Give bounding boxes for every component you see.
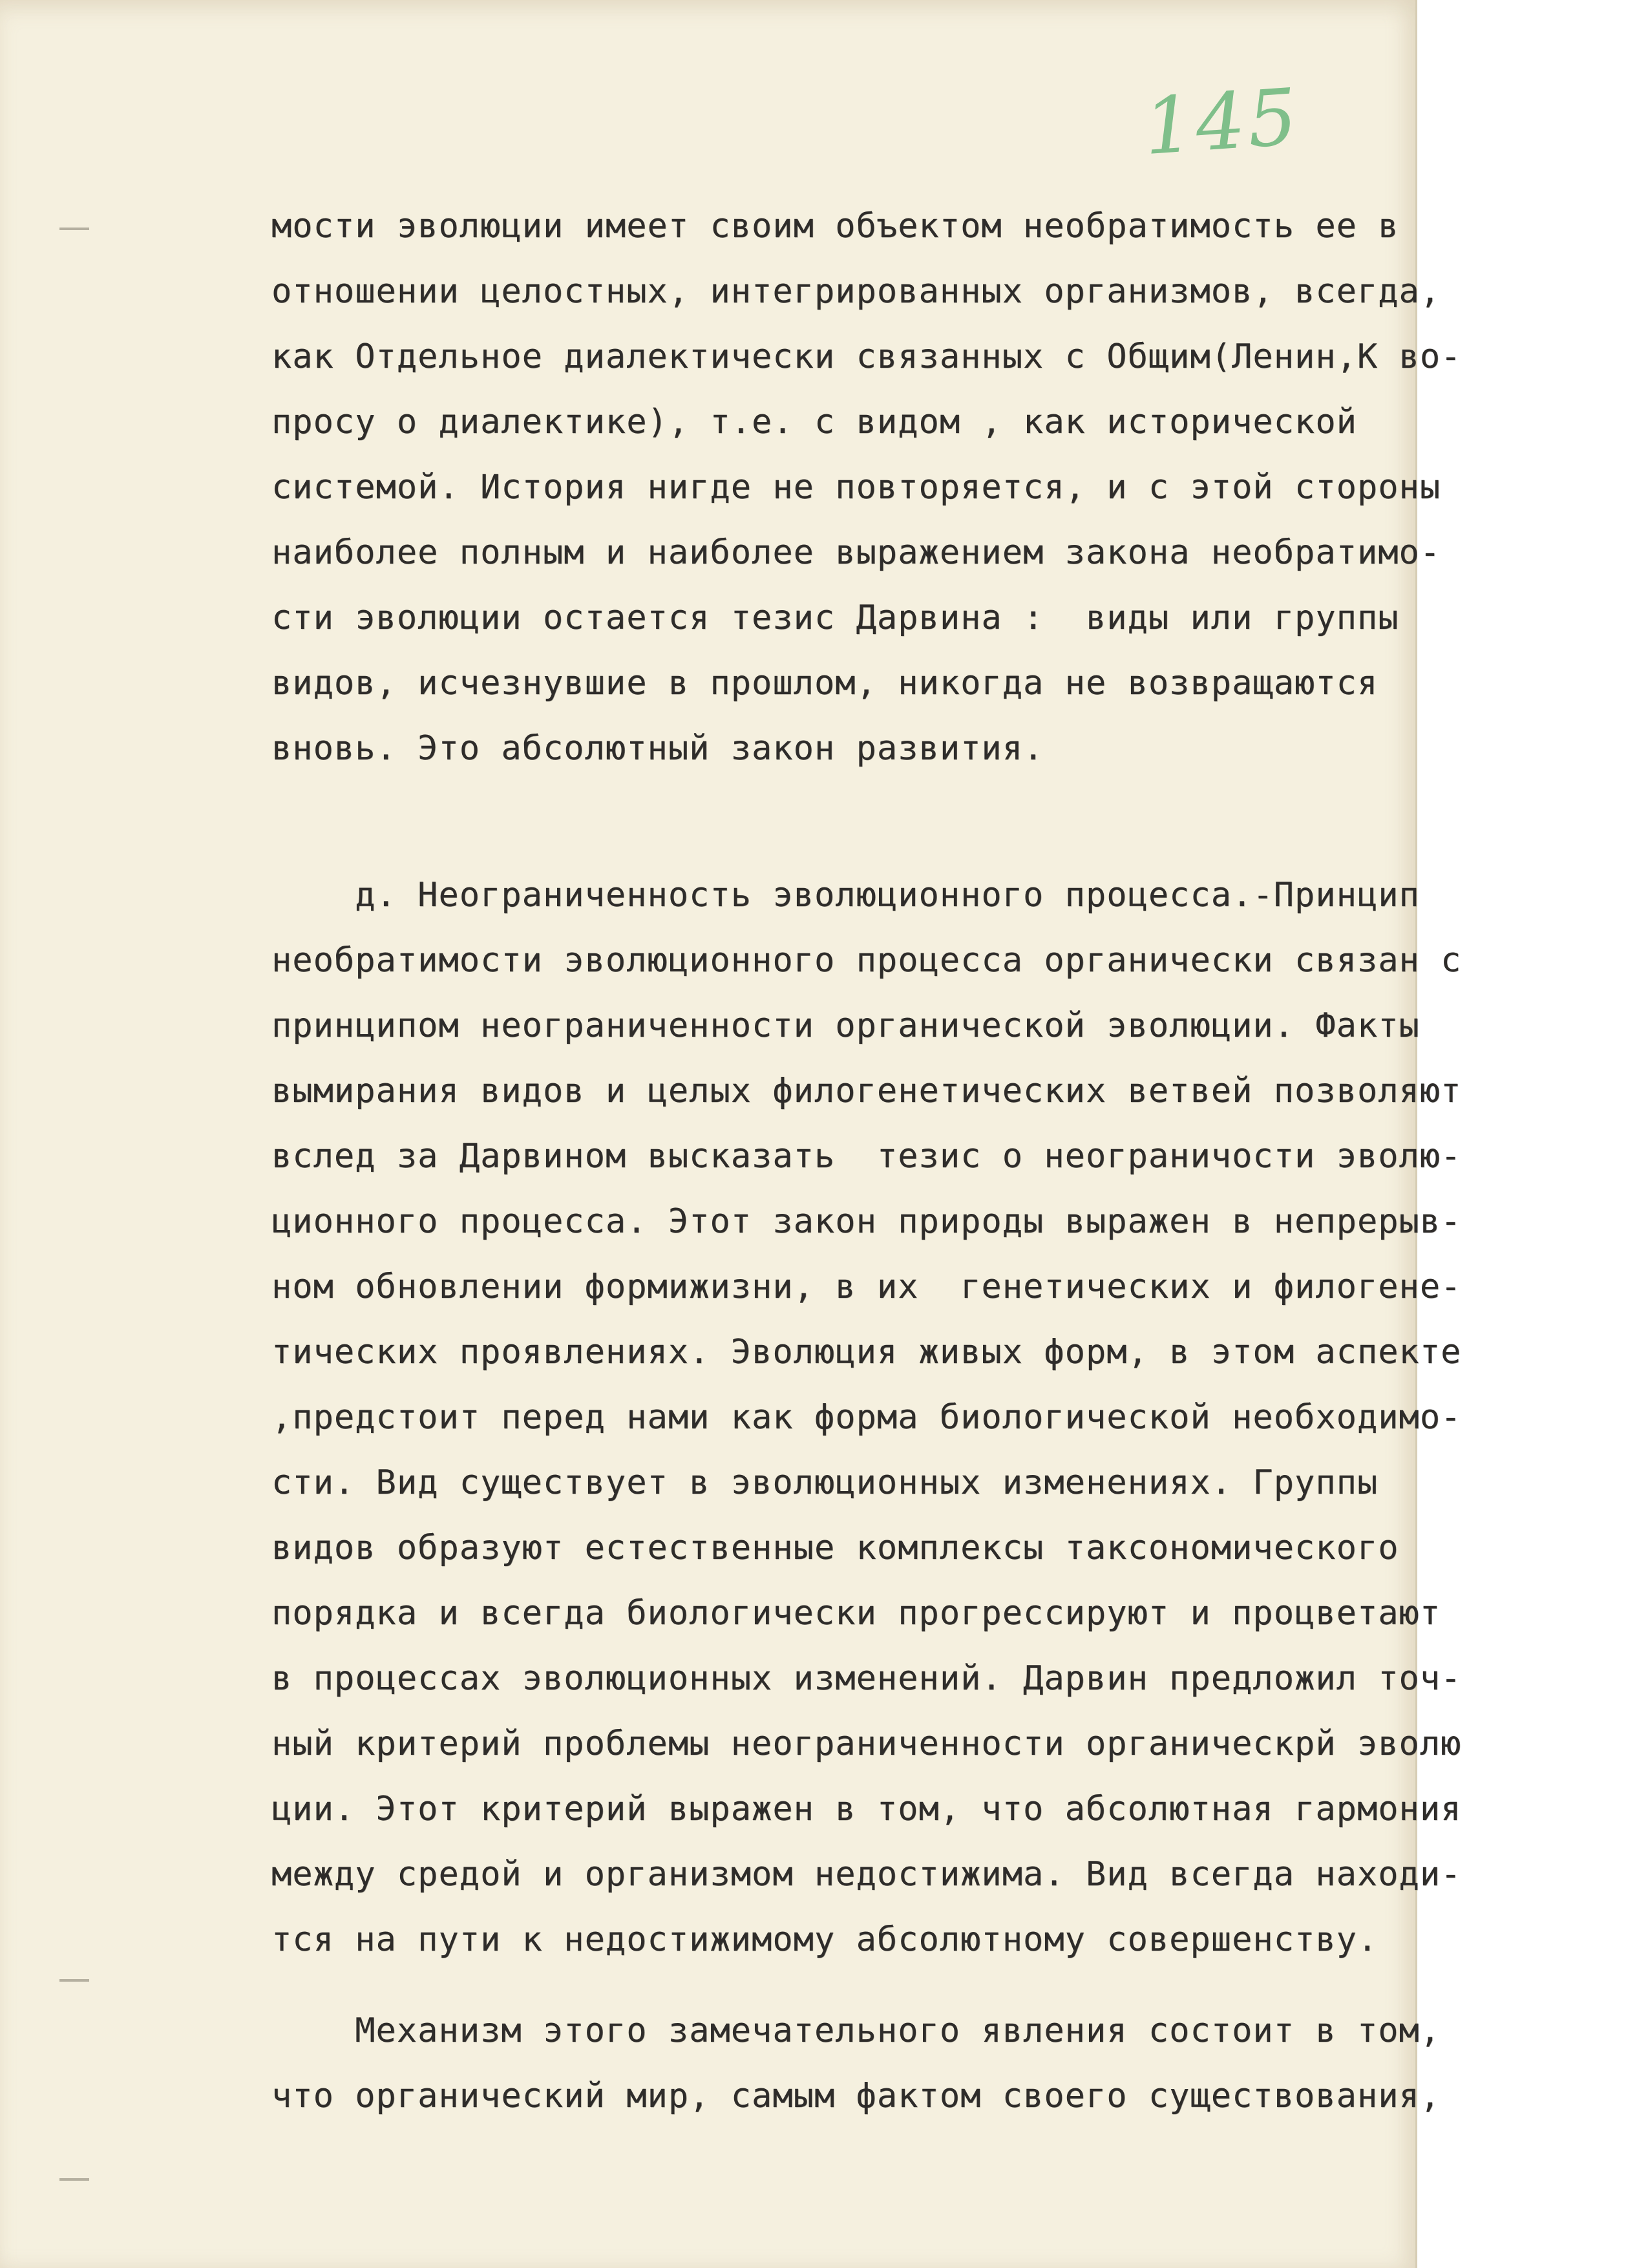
text-line: порядка и всегда биологически прогрессируют и процветают xyxy=(271,1594,1441,1633)
text-line: сти эволюции остается тезис Дарвина : виды или группы xyxy=(271,599,1399,637)
text-line: ,предстоит перед нами как форма биологической необходимо- xyxy=(271,1398,1462,1437)
text-line: между средой и организмом недостижима. Вид всегда находи- xyxy=(271,1855,1462,1894)
text-line: вслед за Дарвином высказать тезис о неограничости эволю- xyxy=(271,1137,1462,1176)
text-line: мости эволюции имеет своим объектом необратимость ее в xyxy=(271,207,1399,246)
handwritten-page-number: 145 xyxy=(1141,72,1303,173)
paragraph-gap xyxy=(271,781,1409,863)
paragraph-2 xyxy=(271,863,1462,1973)
text-line: ционного процесса. Этот закон природы выражен в непрерыв- xyxy=(271,1202,1462,1241)
text-line: отношении целостных, интегрированных организмов, всегда, xyxy=(271,272,1441,311)
text-line: принципом неограниченности органической эволюции. Факты xyxy=(271,1006,1420,1045)
text-line: в процессах эволюционных изменений. Дарвин предложил точ- xyxy=(271,1659,1462,1698)
text-line: просу о диалектике), т.е. с видом , как исторической xyxy=(271,403,1357,441)
paragraph-1 xyxy=(271,194,1462,781)
text-line: вновь. Это абсолютный закон развития. xyxy=(271,729,1044,768)
text-line: ном обновлении формижизни, в их генетических и филогене- xyxy=(271,1267,1462,1306)
text-line: как Отдельное диалектически связанных с Общим(Ленин,К во- xyxy=(271,337,1462,376)
text-line: д. Неограниченность эволюционного процесса.-Принцип xyxy=(271,876,1420,915)
text-line: что органический мир, самым фактом своего существования, xyxy=(271,2077,1441,2115)
text-line: системой. История нигде не повторяется, и с этой стороны xyxy=(271,468,1441,507)
typewritten-text xyxy=(271,194,1462,2129)
text-line: видов, исчезнувшие в прошлом, никогда не возвращаются xyxy=(271,664,1379,703)
paragraph-3 xyxy=(271,1998,1441,2129)
text-line: ции. Этот критерий выражен в том, что абсолютная гармония xyxy=(271,1790,1462,1828)
text-line: Механизм этого замечательного явления состоит в том, xyxy=(271,2011,1441,2050)
margin-mark xyxy=(59,2178,89,2181)
paragraph-gap xyxy=(271,1973,1409,1998)
margin-mark xyxy=(59,1979,89,1982)
text-line: сти. Вид существует в эволюционных изменениях. Группы xyxy=(271,1463,1379,1502)
text-line: необратимости эволюционного процесса органически связан с xyxy=(271,941,1462,980)
text-line: вымирания видов и целых филогенетических ветвей позволяют xyxy=(271,1072,1462,1110)
text-line: ный критерий проблемы неограниченности органическрй эволю xyxy=(271,1724,1462,1763)
margin-mark xyxy=(59,228,89,230)
text-line: тических проявлениях. Эволюция живых форм, в этом аспекте xyxy=(271,1333,1462,1372)
text-line: наиболее полным и наиболее выражением закона необратимо- xyxy=(271,533,1441,572)
text-line: видов образуют естественные комплексы таксономического xyxy=(271,1529,1399,1567)
text-line: тся на пути к недостижимому абсолютному совершенству. xyxy=(271,1920,1379,1959)
